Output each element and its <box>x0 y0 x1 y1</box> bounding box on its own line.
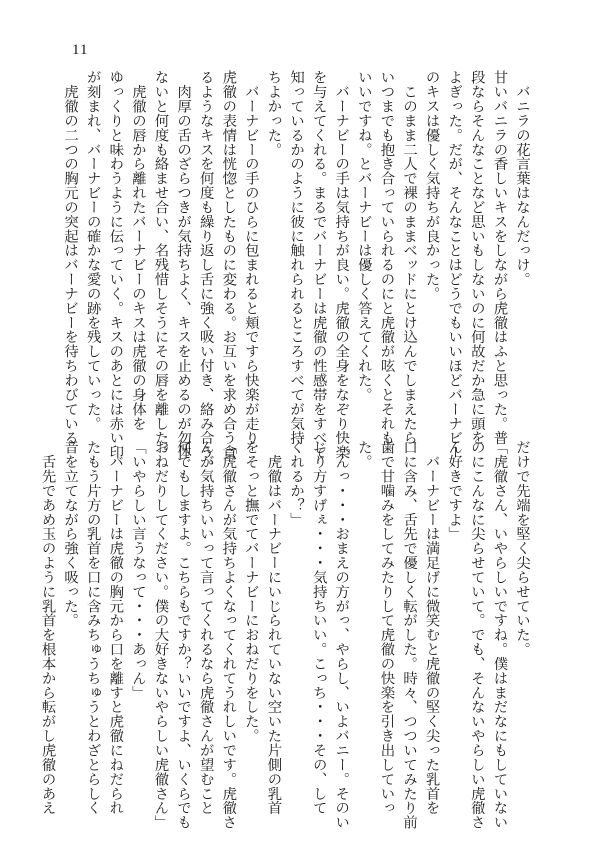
text-column: おねだりしてください。僕の大好きないやらしい虎徹さん」 <box>152 440 169 830</box>
text-column: このまま二人で裸のままベッドにとけ込んでしまえたら <box>401 70 418 445</box>
text-column: を与えてくれる。まるでバーナビーは虎徹の性感帯をすべて <box>310 70 327 460</box>
text-column: 舌先であめ玉のように乳首を根本から転がし虎徹のあえ <box>39 440 56 815</box>
text-column: 「んっ・・・おまえの方がっ、やらし、いよバニー。そのい <box>333 440 350 830</box>
page-number: 11 <box>72 42 89 58</box>
bottom-text-block <box>39 440 533 830</box>
text-column: だけで先端を堅く尖らせていた。 <box>514 440 530 657</box>
text-column: のにこんなに尖らせていて。でも、そんないやらしい虎徹さ <box>468 440 485 830</box>
text-column: 何でもしますよ。こちらもですか？いいですよ、いくらでも <box>175 440 192 830</box>
text-column: いいですね。とバーナビーは優しく答えてくれた。 <box>355 70 372 402</box>
text-column: た。 <box>355 440 372 469</box>
text-column: ないと何度も絡ませ合い、名残惜しそうにその唇を離した。 <box>152 70 169 460</box>
text-column: 「虎徹さん、いやらしいですね。僕はまだなにもしていない <box>491 440 508 830</box>
text-column: よぎった。だが、そんなことはどうでもいいほどバーナビー <box>446 70 463 460</box>
top-text-block <box>62 70 533 474</box>
text-column: くれるか？」 <box>288 440 305 527</box>
text-column: バーナビーの手のひらに包まれると頬ですら快楽が走り <box>242 70 259 445</box>
text-column: 虎徹の表情は恍惚としたものに変わる。お互いを求め合う貪 <box>220 70 237 460</box>
text-column: 知っているかのように彼に触れられるところすべてが気持 <box>288 70 305 445</box>
text-column: バニラの花言葉はなんだっけ。 <box>514 70 530 287</box>
text-column: ちよかった。 <box>265 70 282 157</box>
text-column: 歯で甘噛みをしてみたりして虎徹の快楽を引き出していっ <box>378 440 395 815</box>
text-column: をそっと撫でてバーナビーにおねだりをした。 <box>242 440 259 743</box>
text-column: 音を立てながら強く吸った。 <box>62 440 79 628</box>
text-column: たもう片方の乳首を口に含みちゅうちゅうとわざとらしく <box>84 440 101 815</box>
text-column: いつまでも抱き合っていられるのにと虎徹が呟くとそれも <box>378 70 395 445</box>
text-column: が刻まれ、バーナビーの確かな愛の跡を残していった。 <box>84 70 101 431</box>
text-column: るようなキスを何度も繰り返し舌に強く吸い付き、絡み合う。 <box>197 70 214 474</box>
text-column: バーナビーの手は気持ちが良い。虎徹の全身をなぞり快楽 <box>333 70 350 460</box>
text-column: ゆっくりと味わうように伝っていく。キスのあとには赤い印 <box>107 70 124 460</box>
text-column: 肉厚の舌のざらつきが気持ちよく、キスを止めるのが勿体 <box>175 70 192 460</box>
text-column: 甘いバニラの香しいキスをしながら虎徹はふと思った。普 <box>491 70 508 445</box>
text-column: 「いやらしい言うなって・・・あっん」 <box>129 440 146 700</box>
text-column: ん好きですよ」 <box>446 440 463 541</box>
text-column: じり方すげぇ・・・気持ちいい。こっち・・・その、して <box>310 440 327 815</box>
text-column: バーナビーは虎徹の胸元から口を離すと虎徹にねだられ <box>107 440 124 815</box>
text-column: 虎徹はバーナビーにいじられていない空いた片側の乳首 <box>265 440 282 815</box>
text-column: のキスは優しく気持ちが良かった。 <box>423 70 440 301</box>
text-column: 口に含み、舌先で優しく転がした。時々、つついてみたり前 <box>401 440 418 830</box>
text-column: んが気持ちいいって言ってくれるなら虎徹さんが望むこと <box>197 440 214 815</box>
text-column: 段ならそんなことなど思いもしないのに何故だか急に頭を <box>468 70 485 445</box>
text-column: 虎徹の唇から離れたバーナビーのキスは虎徹の身体を <box>129 70 146 431</box>
text-column: バーナビーは満足げに微笑むと虎徹の堅く尖った乳首を <box>423 440 440 815</box>
text-column: 虎徹の二つの胸元の突起はバーナビーを待ちわびている <box>62 70 79 445</box>
text-column: 「虎徹さんが気持ちよくなってくれてうれしいです。虎徹さ <box>220 440 237 830</box>
